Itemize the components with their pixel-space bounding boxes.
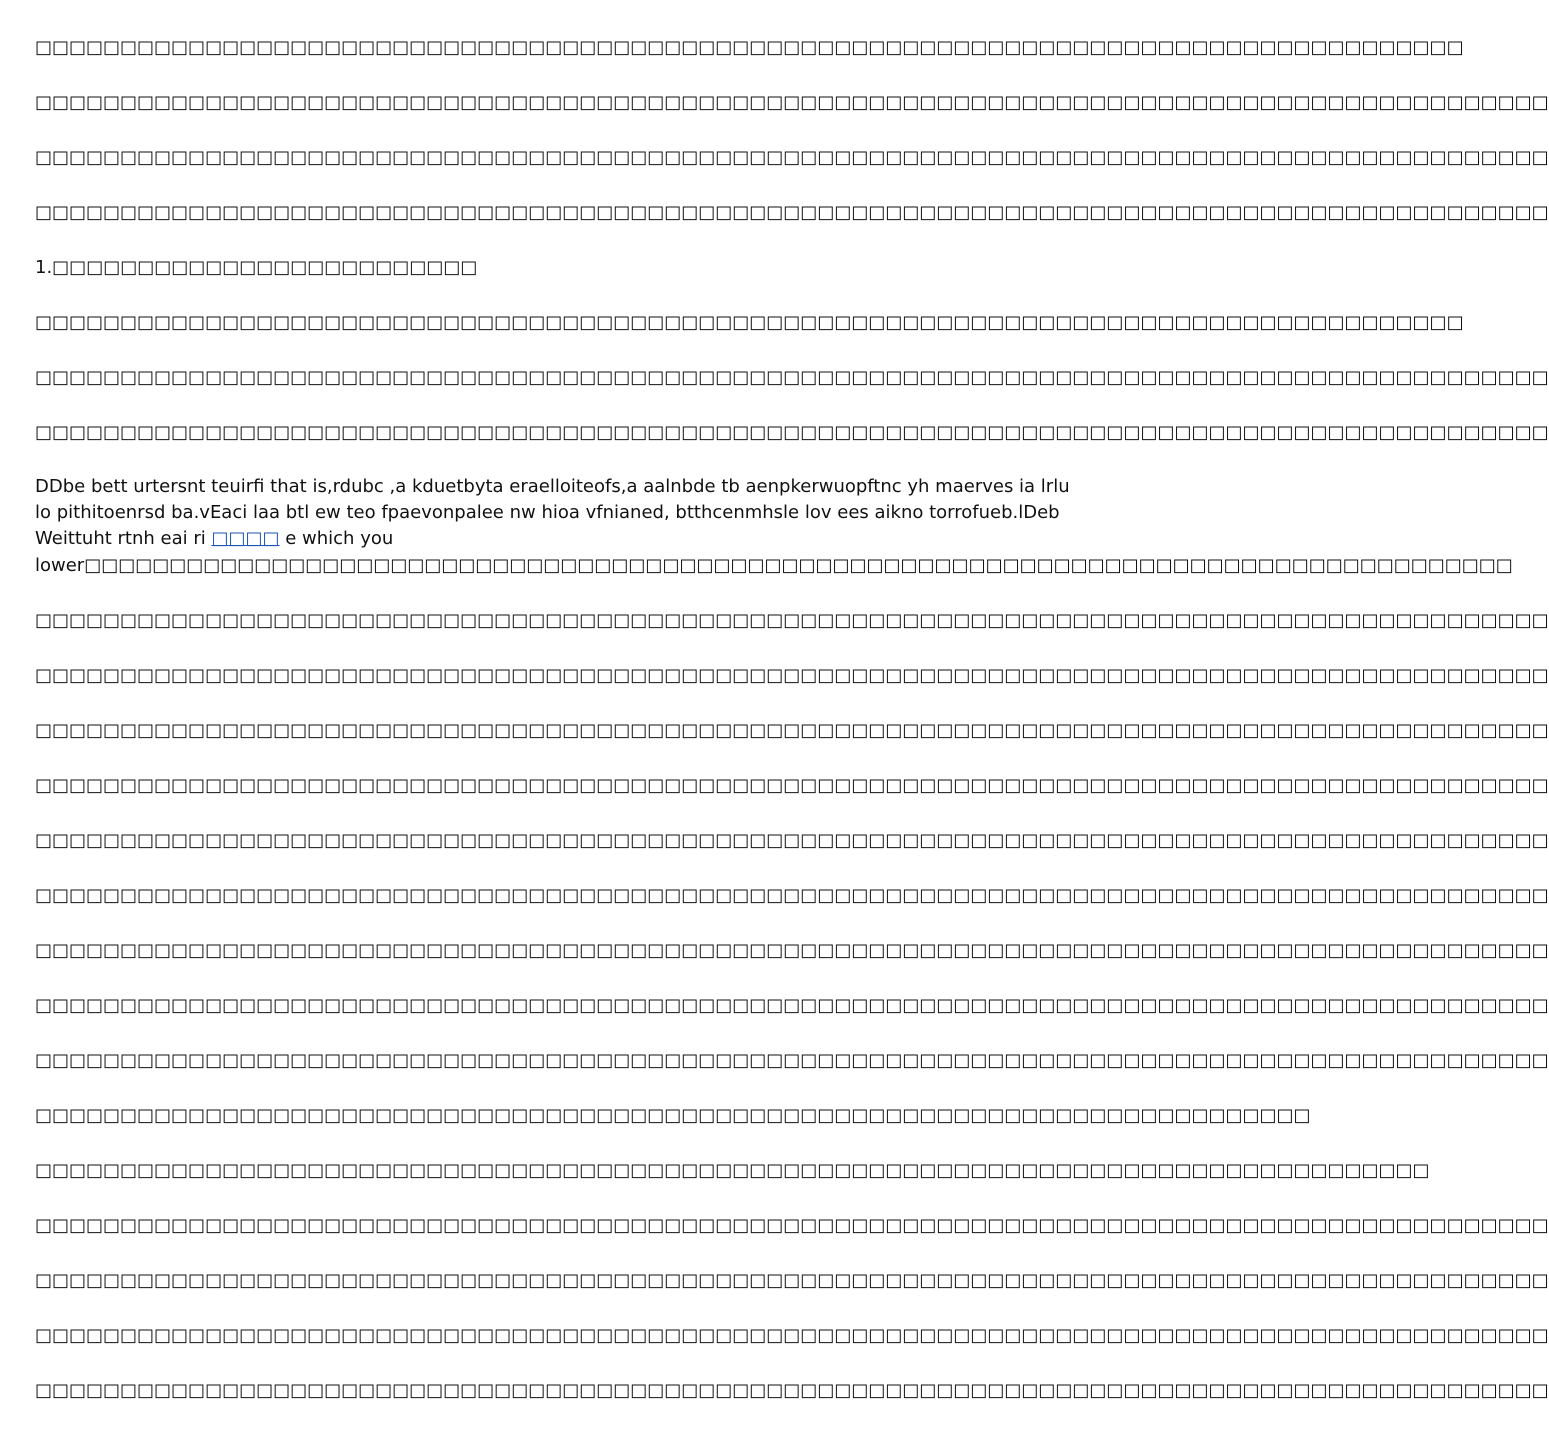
text-line: □□□□□□□□□□□□□□□□□□□□□□□□□□□□□□□□□□□□□□□□□□□□□□□□□□□□□□□□□□□□□□□□□□□□□□□□□□□□□□□□□□□□□□□□□ — [35, 1270, 1549, 1291]
text-line: □□□□□□□□□□□□□□□□□□□□□□□□□□□□□□□□□□□□□□□□□□□□□□□□□□□□□□□□□□□□□□□□□□□□□□□□□□□□□□□□□□□□□□□□□ — [35, 367, 1549, 388]
text-line: □□□□□□□□□□□□□□□□□□□□□□□□□□□□□□□□□□□□□□□□□□□□□□□□□□□□□□□□□□□□□□□□□□□□□□□□□□□□□□□□□□□□□□□□□ — [35, 1380, 1549, 1401]
text-line: □□□□□□□□□□□□□□□□□□□□□□□□□□□□□□□□□□□□□□□□□□□□□□□□□□□□□□□□□□□□□□□□□□□□□□□□□□□□□□□□□□□□□□□□□ — [35, 147, 1549, 168]
text-line: □□□□□□□□□□□□□□□□□□□□□□□□□□□□□□□□□□□□□□□□□□□□□□□□□□□□□□□□□□□□□□□□□□□□□□□□□□□□□□□□□□□□□□□□□ — [35, 202, 1549, 223]
text-line: □□□□□□□□□□□□□□□□□□□□□□□□□□□□□□□□□□□□□□□□□□□□□□□□□□□□□□□□□□□□□□□□□□□□□□□□□□□ — [35, 1105, 1311, 1126]
text-line: □□□□□□□□□□□□□□□□□□□□□□□□□□□□□□□□□□□□□□□□□□□□□□□□□□□□□□□□□□□□□□□□□□□□□□□□□□□□□□□□□□□□□□□□□ — [35, 885, 1549, 906]
section-heading: 1.□□□□□□□□□□□□□□□□□□□□□□□□□ — [35, 257, 478, 278]
text-line: □□□□□□□□□□□□□□□□□□□□□□□□□□□□□□□□□□□□□□□□□□□□□□□□□□□□□□□□□□□□□□□□□□□□□□□□□□□□□□□□□□□□□□□□□ — [35, 1050, 1549, 1071]
paragraph-line-with-link — [35, 526, 990, 552]
paragraph-text: e which you — [279, 528, 394, 549]
text-line: □□□□□□□□□□□□□□□□□□□□□□□□□□□□□□□□□□□□□□□□□□□□□□□□□□□□□□□□□□□□□□□□□□□□□□□□□□□□□□□□□□□□□□□□□ — [35, 775, 1549, 796]
document-page — [35, 34, 1549, 1432]
text-line: □□□□□□□□□□□□□□□□□□□□□□□□□□□□□□□□□□□□□□□□□□□□□□□□□□□□□□□□□□□□□□□□□□□□□□□□□□□□□□□□□□□□□□□□□ — [35, 995, 1549, 1016]
text-line: □□□□□□□□□□□□□□□□□□□□□□□□□□□□□□□□□□□□□□□□□□□□□□□□□□□□□□□□□□□□□□□□□□□□□□□□□□□□□□□□□□□□□□□□□ — [35, 665, 1549, 686]
paragraph-text: Weittuht rtnh eai ri — [35, 528, 212, 549]
paragraph-line: lo pithitoenrsd ba.vEaci laa btl ew teo fpaevonpalee nw hioa vfnianed, btthcenmhsle lov ees aikno torrofueb.lDeb — [35, 502, 1060, 523]
text-line: □□□□□□□□□□□□□□□□□□□□□□□□□□□□□□□□□□□□□□□□□□□□□□□□□□□□□□□□□□□□□□□□□□□□□□□□□□□□□□□□□□□□□□□□□ — [35, 610, 1549, 631]
text-line: □□□□□□□□□□□□□□□□□□□□□□□□□□□□□□□□□□□□□□□□□□□□□□□□□□□□□□□□□□□□□□□□□□□□□□□□□□□□□□□□□□□□ — [35, 312, 1464, 333]
text-line: □□□□□□□□□□□□□□□□□□□□□□□□□□□□□□□□□□□□□□□□□□□□□□□□□□□□□□□□□□□□□□□□□□□□□□□□□□□□□□□□□□□□□□□□□ — [35, 940, 1549, 961]
inline-link[interactable]: □□□□ — [211, 528, 280, 549]
english-paragraph — [35, 474, 1513, 579]
text-line: □□□□□□□□□□□□□□□□□□□□□□□□□□□□□□□□□□□□□□□□□□□□□□□□□□□□□□□□□□□□□□□□□□□□□□□□□□□□□□□□□□□□□□□□□ — [35, 92, 1549, 113]
paragraph-line: lower□□□□□□□□□□□□□□□□□□□□□□□□□□□□□□□□□□□□□□□□□□□□□□□□□□□□□□□□□□□□□□□□□□□□□□□□□□□□□□□□□□□□ — [35, 555, 1513, 576]
text-line: □□□□□□□□□□□□□□□□□□□□□□□□□□□□□□□□□□□□□□□□□□□□□□□□□□□□□□□□□□□□□□□□□□□□□□□□□□□□□□□□□□ — [35, 1160, 1430, 1181]
text-line: □□□□□□□□□□□□□□□□□□□□□□□□□□□□□□□□□□□□□□□□□□□□□□□□□□□□□□□□□□□□□□□□□□□□□□□□□□□□□□□□□□□□□□□□□ — [35, 830, 1549, 851]
text-line: □□□□□□□□□□□□□□□□□□□□□□□□□□□□□□□□□□□□□□□□□□□□□□□□□□□□□□□□□□□□□□□□□□□□□□□□□□□□□□□□□□□□□□□□□ — [35, 720, 1549, 741]
text-line: □□□□□□□□□□□□□□□□□□□□□□□□□□□□□□□□□□□□□□□□□□□□□□□□□□□□□□□□□□□□□□□□□□□□□□□□□□□□□□□□□□□□ — [35, 37, 1464, 58]
paragraph-line: DDbe bett urtersnt teuirfi that is,rdubc ,a kduetbyta eraelloiteofs,a aalnbde tb aenpkerwuopftnc yh maerves ia lrlu — [35, 476, 1070, 497]
text-line: □□□□□□□□□□□□□□□□□□□□□□□□□□□□□□□□□□□□□□□□□□□□□□□□□□□□□□□□□□□□□□□□□□□□□□□□□□□□□□□□□□□□□□□□□ — [35, 422, 1549, 443]
text-line: □□□□□□□□□□□□□□□□□□□□□□□□□□□□□□□□□□□□□□□□□□□□□□□□□□□□□□□□□□□□□□□□□□□□□□□□□□□□□□□□□□□□□□□□□ — [35, 1325, 1549, 1346]
text-line: □□□□□□□□□□□□□□□□□□□□□□□□□□□□□□□□□□□□□□□□□□□□□□□□□□□□□□□□□□□□□□□□□□□□□□□□□□□□□□□□□□□□□□□□□ — [35, 1215, 1549, 1236]
